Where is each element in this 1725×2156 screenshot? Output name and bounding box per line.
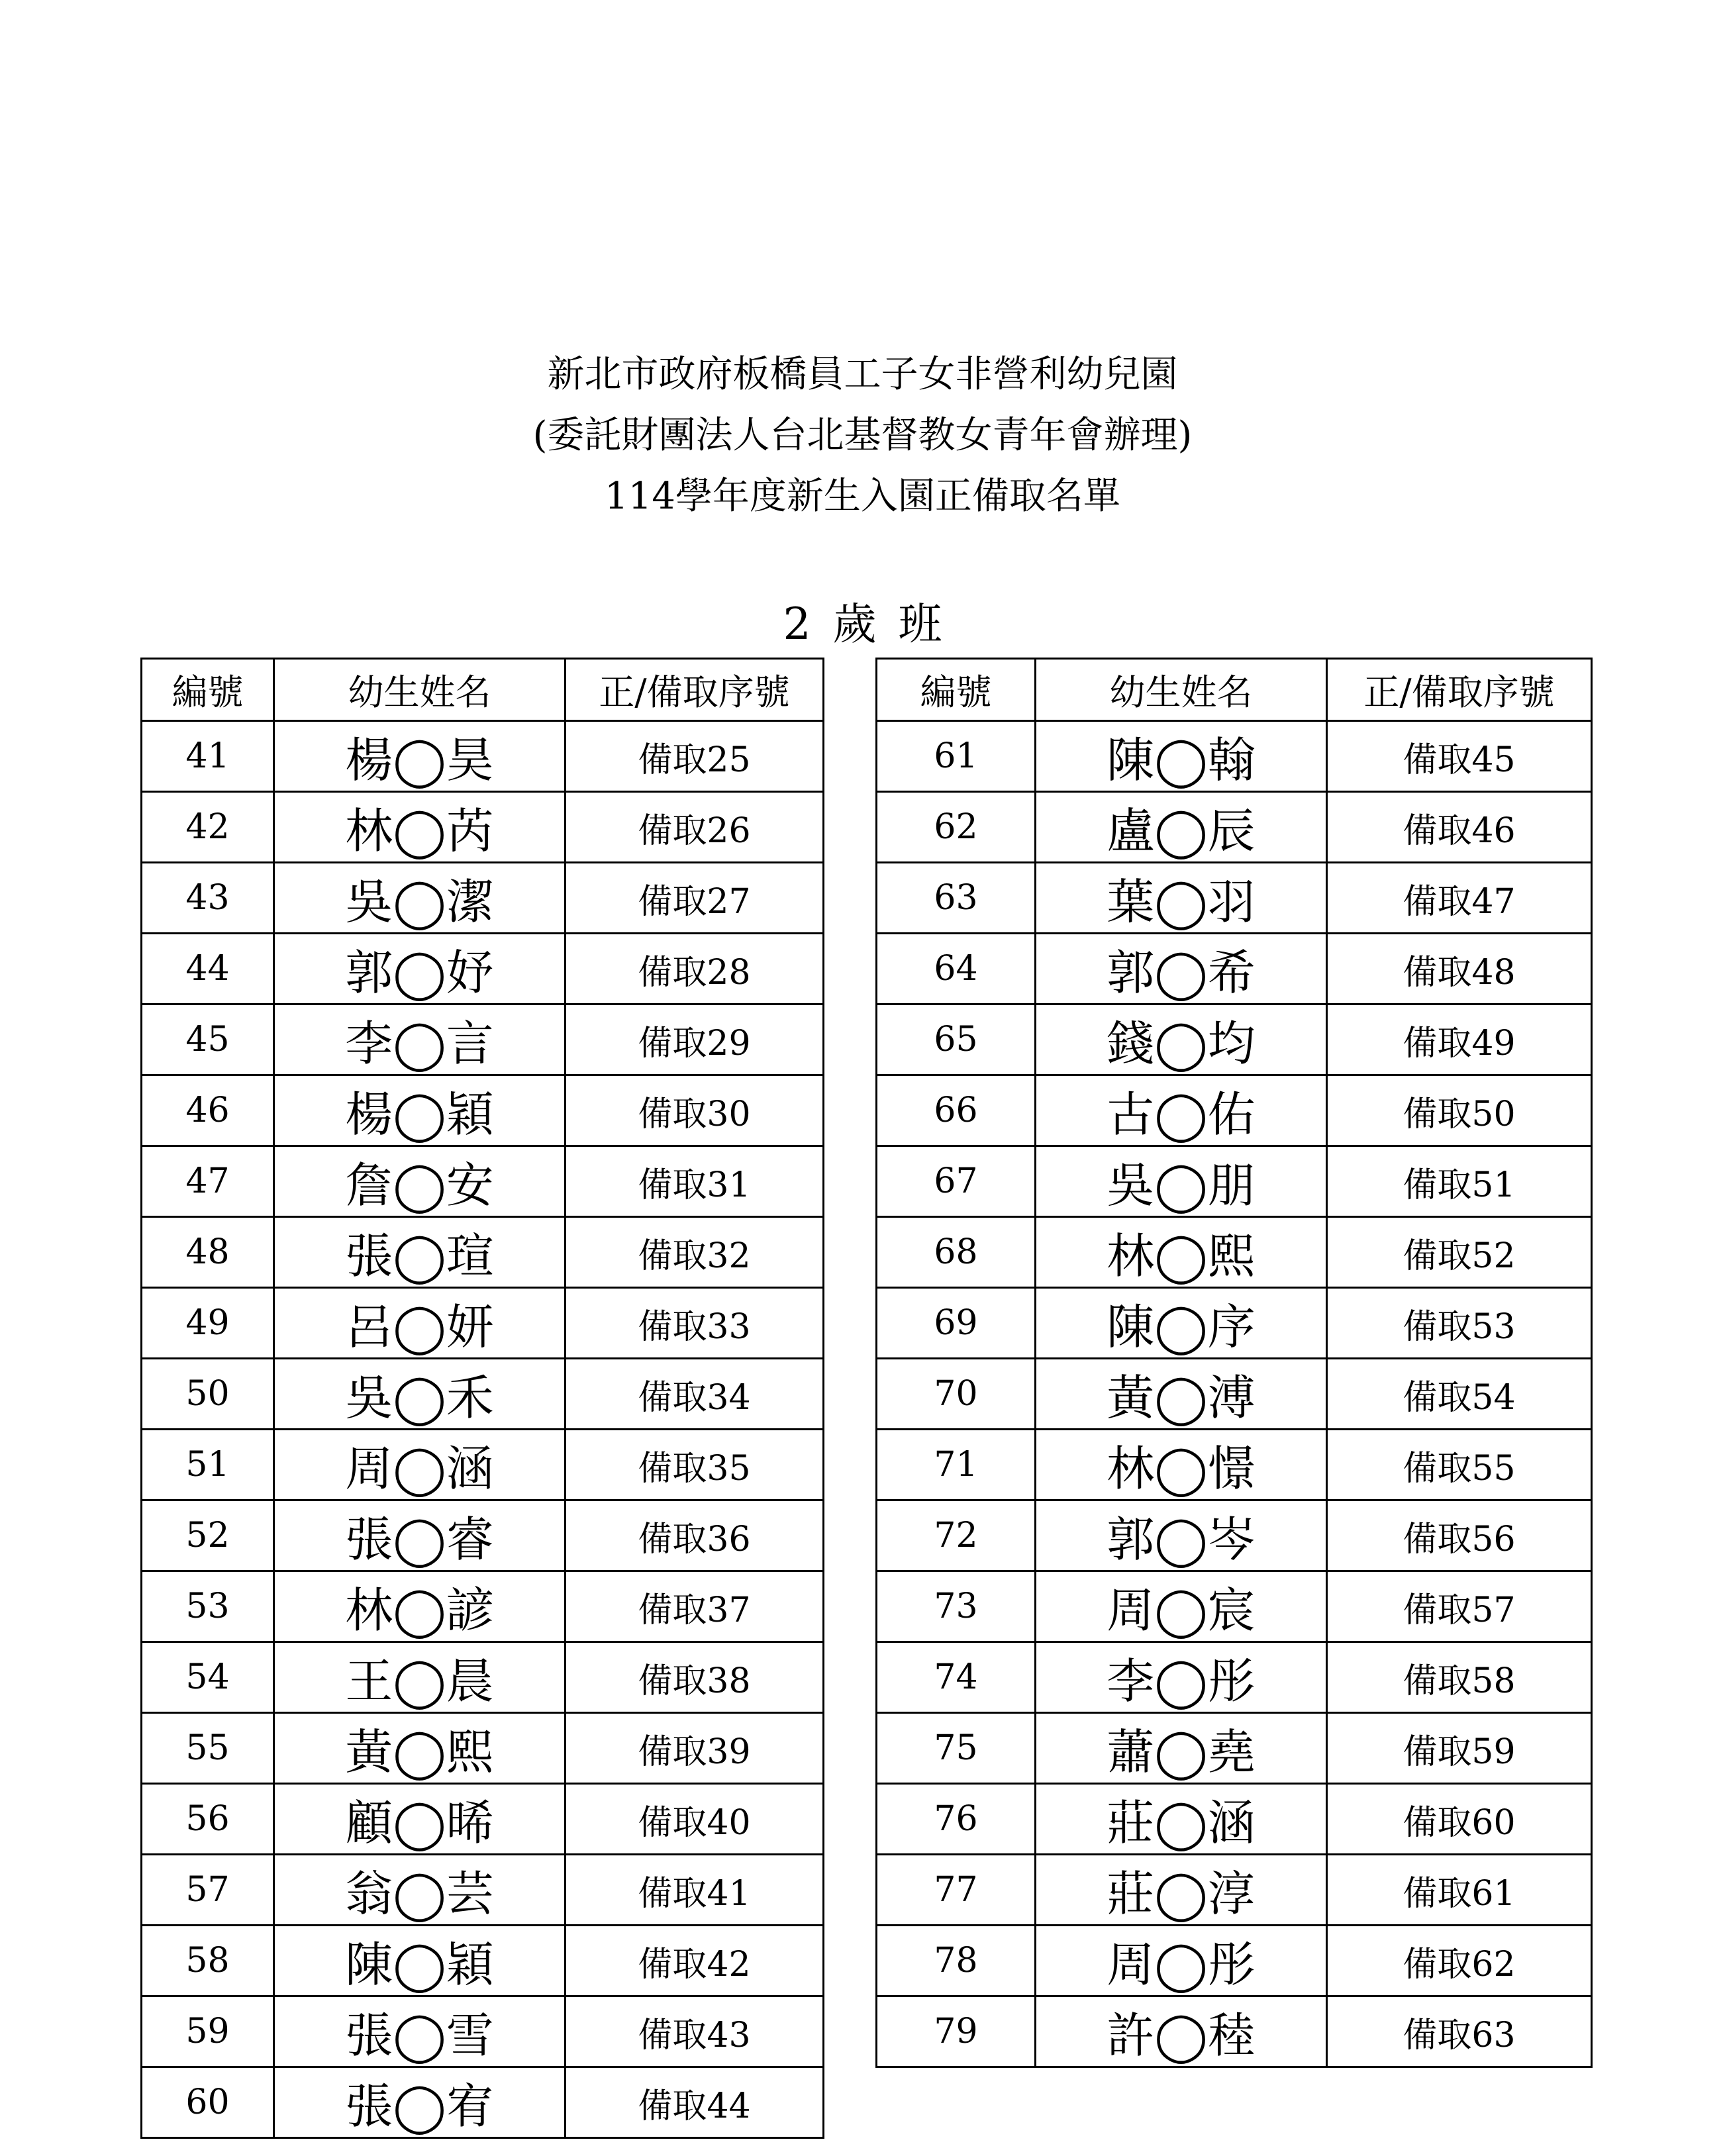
table-row (142, 1500, 824, 1571)
table-row (142, 934, 824, 1004)
table-row (142, 1571, 824, 1642)
student-name: 王◯晨 (274, 1642, 566, 1713)
student-number: 56 (142, 1784, 274, 1855)
table-row (877, 1713, 1592, 1784)
student-name: 林◯諺 (274, 1571, 566, 1642)
student-number: 66 (877, 1075, 1036, 1146)
table-row (142, 1359, 824, 1430)
student-number: 41 (142, 721, 274, 792)
waitlist-number: 備取45 (1327, 721, 1592, 792)
student-name: 林◯熙 (1036, 1217, 1327, 1288)
table-row (142, 1430, 824, 1500)
table-row (877, 1430, 1592, 1500)
table-row (142, 863, 824, 934)
student-name: 林◯芮 (274, 792, 566, 863)
table-row (142, 1146, 824, 1217)
student-number: 58 (142, 1926, 274, 1996)
student-name: 莊◯涵 (1036, 1784, 1327, 1855)
student-number: 77 (877, 1855, 1036, 1926)
table-row (877, 1926, 1592, 1996)
student-name: 林◯憬 (1036, 1430, 1327, 1500)
student-name: 陳◯序 (1036, 1288, 1327, 1359)
student-name: 郭◯岑 (1036, 1500, 1327, 1571)
student-name: 呂◯妍 (274, 1288, 566, 1359)
waitlist-number: 備取47 (1327, 863, 1592, 934)
student-name: 周◯彤 (1036, 1926, 1327, 1996)
table-row (877, 1359, 1592, 1430)
student-number: 50 (142, 1359, 274, 1430)
waitlist-number: 備取42 (566, 1926, 824, 1996)
student-number: 44 (142, 934, 274, 1004)
table-row (877, 1288, 1592, 1359)
table-row (142, 792, 824, 863)
column-header-status: 正/備取序號 (1327, 659, 1592, 721)
waitlist-number: 備取50 (1327, 1075, 1592, 1146)
waitlist-number: 備取30 (566, 1075, 824, 1146)
student-name: 張◯宥 (274, 2067, 566, 2138)
waitlist-number: 備取55 (1327, 1430, 1592, 1500)
student-name: 周◯涵 (274, 1430, 566, 1500)
student-name: 盧◯辰 (1036, 792, 1327, 863)
table-row (142, 1926, 824, 1996)
waitlist-number: 備取59 (1327, 1713, 1592, 1784)
student-number: 64 (877, 934, 1036, 1004)
student-name: 張◯睿 (274, 1500, 566, 1571)
student-name: 楊◯昊 (274, 721, 566, 792)
student-number: 78 (877, 1926, 1036, 1996)
student-number: 54 (142, 1642, 274, 1713)
document-header (0, 344, 1725, 527)
table-row (877, 1075, 1592, 1146)
roster-rows-right (877, 721, 1592, 2067)
student-name: 吳◯朋 (1036, 1146, 1327, 1217)
table-row (877, 1855, 1592, 1926)
waitlist-number: 備取44 (566, 2067, 824, 2138)
waitlist-number: 備取53 (1327, 1288, 1592, 1359)
waitlist-number: 備取58 (1327, 1642, 1592, 1713)
student-name: 張◯瑄 (274, 1217, 566, 1288)
table-row (877, 792, 1592, 863)
waitlist-number: 備取56 (1327, 1500, 1592, 1571)
roster-rows-left (142, 721, 824, 2138)
waitlist-number: 備取51 (1327, 1146, 1592, 1217)
table-row (142, 1004, 824, 1075)
waitlist-number: 備取25 (566, 721, 824, 792)
table-row (142, 1713, 824, 1784)
waitlist-number: 備取35 (566, 1430, 824, 1500)
waitlist-number: 備取60 (1327, 1784, 1592, 1855)
student-name: 楊◯穎 (274, 1075, 566, 1146)
column-header-number: 編號 (877, 659, 1036, 721)
roster-table-right (875, 658, 1593, 2068)
student-name: 詹◯安 (274, 1146, 566, 1217)
student-number: 76 (877, 1784, 1036, 1855)
student-name: 陳◯穎 (274, 1926, 566, 1996)
waitlist-number: 備取34 (566, 1359, 824, 1430)
waitlist-number: 備取62 (1327, 1926, 1592, 1996)
table-row (877, 934, 1592, 1004)
waitlist-number: 備取52 (1327, 1217, 1592, 1288)
waitlist-number: 備取29 (566, 1004, 824, 1075)
table-row (142, 1855, 824, 1926)
student-number: 71 (877, 1430, 1036, 1500)
student-name: 張◯雪 (274, 1996, 566, 2067)
table-row (142, 2067, 824, 2138)
waitlist-number: 備取48 (1327, 934, 1592, 1004)
waitlist-number: 備取57 (1327, 1571, 1592, 1642)
student-name: 郭◯希 (1036, 934, 1327, 1004)
student-name: 郭◯妤 (274, 934, 566, 1004)
waitlist-number: 備取28 (566, 934, 824, 1004)
student-number: 70 (877, 1359, 1036, 1430)
student-number: 47 (142, 1146, 274, 1217)
student-name: 蕭◯堯 (1036, 1713, 1327, 1784)
student-number: 42 (142, 792, 274, 863)
waitlist-number: 備取31 (566, 1146, 824, 1217)
student-name: 黃◯溥 (1036, 1359, 1327, 1430)
list-title: 114學年度新生入園正備取名單 (605, 475, 1120, 518)
student-name: 吳◯潔 (274, 863, 566, 934)
student-number: 59 (142, 1996, 274, 2067)
column-header-name: 幼生姓名 (274, 659, 566, 721)
student-number: 60 (142, 2067, 274, 2138)
student-number: 69 (877, 1288, 1036, 1359)
student-number: 73 (877, 1571, 1036, 1642)
student-number: 61 (877, 721, 1036, 792)
kindergarten-name: 新北市政府板橋員工子女非營利幼兒園 (547, 353, 1178, 396)
student-name: 翁◯芸 (274, 1855, 566, 1926)
column-header-status: 正/備取序號 (566, 659, 824, 721)
waitlist-number: 備取49 (1327, 1004, 1592, 1075)
table-row (142, 1784, 824, 1855)
waitlist-number: 備取41 (566, 1855, 824, 1926)
table-header-row (877, 659, 1592, 721)
table-row (142, 1996, 824, 2067)
student-number: 52 (142, 1500, 274, 1571)
table-row (142, 1288, 824, 1359)
student-number: 79 (877, 1996, 1036, 2067)
student-number: 63 (877, 863, 1036, 934)
student-number: 53 (142, 1571, 274, 1642)
student-number: 51 (142, 1430, 274, 1500)
student-number: 55 (142, 1713, 274, 1784)
table-row (877, 863, 1592, 934)
student-name: 李◯言 (274, 1004, 566, 1075)
student-name: 古◯佑 (1036, 1075, 1327, 1146)
student-name: 顧◯晞 (274, 1784, 566, 1855)
student-number: 48 (142, 1217, 274, 1288)
table-row (877, 1500, 1592, 1571)
table-row (142, 721, 824, 792)
waitlist-number: 備取33 (566, 1288, 824, 1359)
student-name: 黃◯熙 (274, 1713, 566, 1784)
waitlist-number: 備取40 (566, 1784, 824, 1855)
student-name: 李◯彤 (1036, 1642, 1327, 1713)
table-row (142, 1075, 824, 1146)
table-row (877, 1784, 1592, 1855)
class-title: 2 歲 班 (783, 599, 942, 650)
waitlist-number: 備取27 (566, 863, 824, 934)
student-name: 莊◯淳 (1036, 1855, 1327, 1926)
table-row (877, 1217, 1592, 1288)
student-number: 72 (877, 1500, 1036, 1571)
student-number: 62 (877, 792, 1036, 863)
student-name: 吳◯禾 (274, 1359, 566, 1430)
waitlist-number: 備取32 (566, 1217, 824, 1288)
student-name: 周◯宸 (1036, 1571, 1327, 1642)
table-row (877, 1996, 1592, 2067)
waitlist-number: 備取38 (566, 1642, 824, 1713)
student-number: 68 (877, 1217, 1036, 1288)
table-row (877, 1571, 1592, 1642)
student-number: 45 (142, 1004, 274, 1075)
waitlist-number: 備取61 (1327, 1855, 1592, 1926)
waitlist-number: 備取36 (566, 1500, 824, 1571)
student-number: 74 (877, 1642, 1036, 1713)
table-header-row (142, 659, 824, 721)
waitlist-number: 備取54 (1327, 1359, 1592, 1430)
table-row (142, 1642, 824, 1713)
student-number: 67 (877, 1146, 1036, 1217)
column-header-name: 幼生姓名 (1036, 659, 1327, 721)
student-number: 46 (142, 1075, 274, 1146)
table-row (142, 1217, 824, 1288)
student-name: 陳◯翰 (1036, 721, 1327, 792)
student-number: 49 (142, 1288, 274, 1359)
student-name: 錢◯均 (1036, 1004, 1327, 1075)
roster-table-left (140, 658, 824, 2139)
waitlist-number: 備取63 (1327, 1996, 1592, 2067)
waitlist-number: 備取43 (566, 1996, 824, 2067)
student-number: 75 (877, 1713, 1036, 1784)
table-row (877, 1004, 1592, 1075)
waitlist-number: 備取37 (566, 1571, 824, 1642)
waitlist-number: 備取46 (1327, 792, 1592, 863)
student-name: 葉◯羽 (1036, 863, 1327, 934)
student-number: 57 (142, 1855, 274, 1926)
student-name: 許◯稑 (1036, 1996, 1327, 2067)
table-row (877, 721, 1592, 792)
table-row (877, 1642, 1592, 1713)
waitlist-number: 備取26 (566, 792, 824, 863)
waitlist-number: 備取39 (566, 1713, 824, 1784)
student-number: 65 (877, 1004, 1036, 1075)
column-header-number: 編號 (142, 659, 274, 721)
table-row (877, 1146, 1592, 1217)
organizer-note: (委託財團法人台北基督教女青年會辦理) (532, 414, 1193, 457)
student-number: 43 (142, 863, 274, 934)
